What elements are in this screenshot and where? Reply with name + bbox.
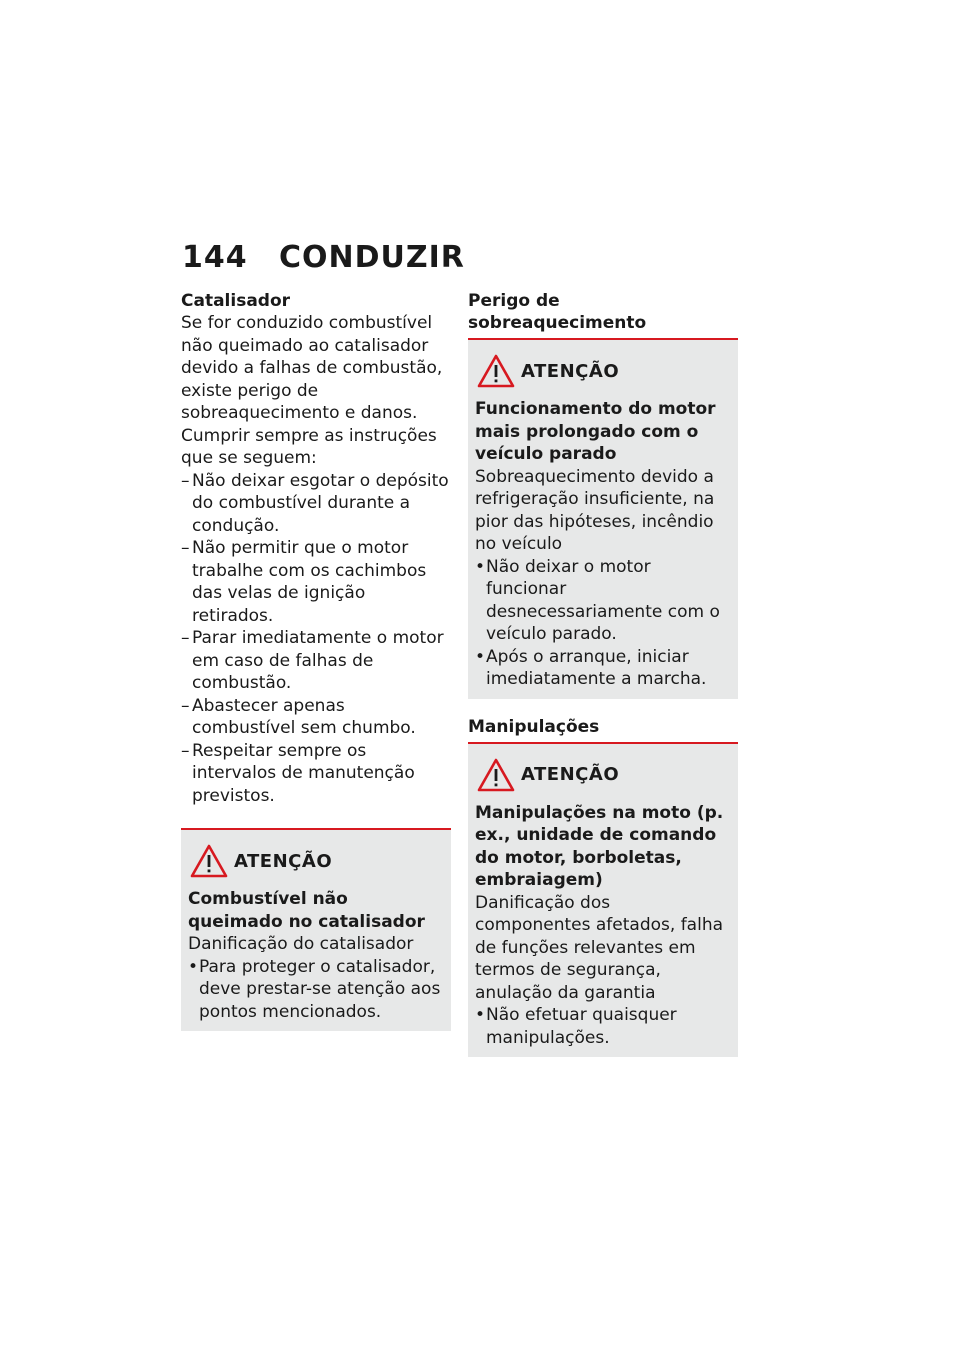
- page-header: [182, 240, 465, 275]
- list-item: – Não permitir que o motor trabalhe com os cachimbos das velas de ignição retirados.: [181, 537, 451, 627]
- warning-actions: [475, 556, 730, 691]
- warning-consequence: Sobreaquecimento devido a refrigeração insuficiente, na pior das hipóteses, incêndio no veículo: [475, 466, 715, 554]
- list-item: • Para proteger o catalisador, deve prestar-se atenção aos pontos mencionados.: [188, 956, 443, 1024]
- warning-consequence: Danificação dos componentes afetados, falha de funções relevantes em termos de segurança, anulação da garantia: [475, 892, 724, 1003]
- warning-triangle-icon: [190, 844, 228, 878]
- warning-heading: Funcionamento do motor mais prolongado com o veículo parado: [475, 399, 716, 464]
- warning-triangle-icon: [477, 354, 515, 388]
- right-column: [468, 290, 738, 1057]
- warning-box-manipulacoes: [468, 742, 738, 1058]
- warning-heading: Manipulações na moto (p. ex., unidade de comando do motor, borboletas, embraiagem): [475, 802, 724, 890]
- list-item: – Respeitar sempre os intervalos de manutenção previstos.: [181, 740, 451, 808]
- warning-consequence: Danificação do catalisador: [188, 934, 414, 954]
- warning-label: ATENÇÃO: [521, 764, 620, 785]
- warning-box-sobreaquecimento: [468, 338, 738, 699]
- catalisador-instruction: Cumprir sempre as instruções que se seguem:: [181, 425, 437, 468]
- warning-header: [477, 352, 730, 390]
- warning-heading: Combustível não queimado no catalisador: [188, 889, 425, 932]
- section-title-catalisador: Catalisador: [181, 291, 291, 311]
- warning-label: ATENÇÃO: [521, 360, 620, 382]
- catalisador-intro: Se for conduzido combustível não queimado ao catalisador devido a falhas de combustão, existe perigo de sobreaquecimento e danos.: [181, 313, 443, 423]
- list-item: • Após o arranque, iniciar imediatamente a marcha.: [475, 646, 730, 691]
- list-item: – Parar imediatamente o motor em caso de falhas de combustão.: [181, 627, 451, 695]
- list-item: – Abastecer apenas combustível sem chumbo.: [181, 695, 451, 740]
- warning-triangle-icon: [477, 758, 515, 792]
- warning-box-catalisador: [181, 828, 451, 1031]
- list-item: – Não deixar esgotar o depósito do combustível durante a condução.: [181, 470, 451, 538]
- chapter-title: CONDUZIR: [279, 240, 465, 275]
- warning-actions: [475, 1004, 730, 1049]
- list-item: • Não efetuar quaisquer manipulações.: [475, 1004, 730, 1049]
- catalisador-instructions-list: [181, 470, 451, 808]
- section-title-manipulacoes: Manipulações: [468, 716, 600, 737]
- section-title-sobreaquecimento: Perigo de sobreaquecimento: [468, 291, 647, 333]
- left-column: [181, 290, 451, 1031]
- warning-header: [477, 756, 730, 794]
- list-item: • Não deixar o motor funcionar desnecessariamente com o veículo parado.: [475, 556, 730, 646]
- warning-actions: [188, 956, 443, 1024]
- warning-header: [190, 842, 443, 880]
- warning-label: ATENÇÃO: [234, 850, 333, 872]
- page-number: 144: [182, 240, 248, 275]
